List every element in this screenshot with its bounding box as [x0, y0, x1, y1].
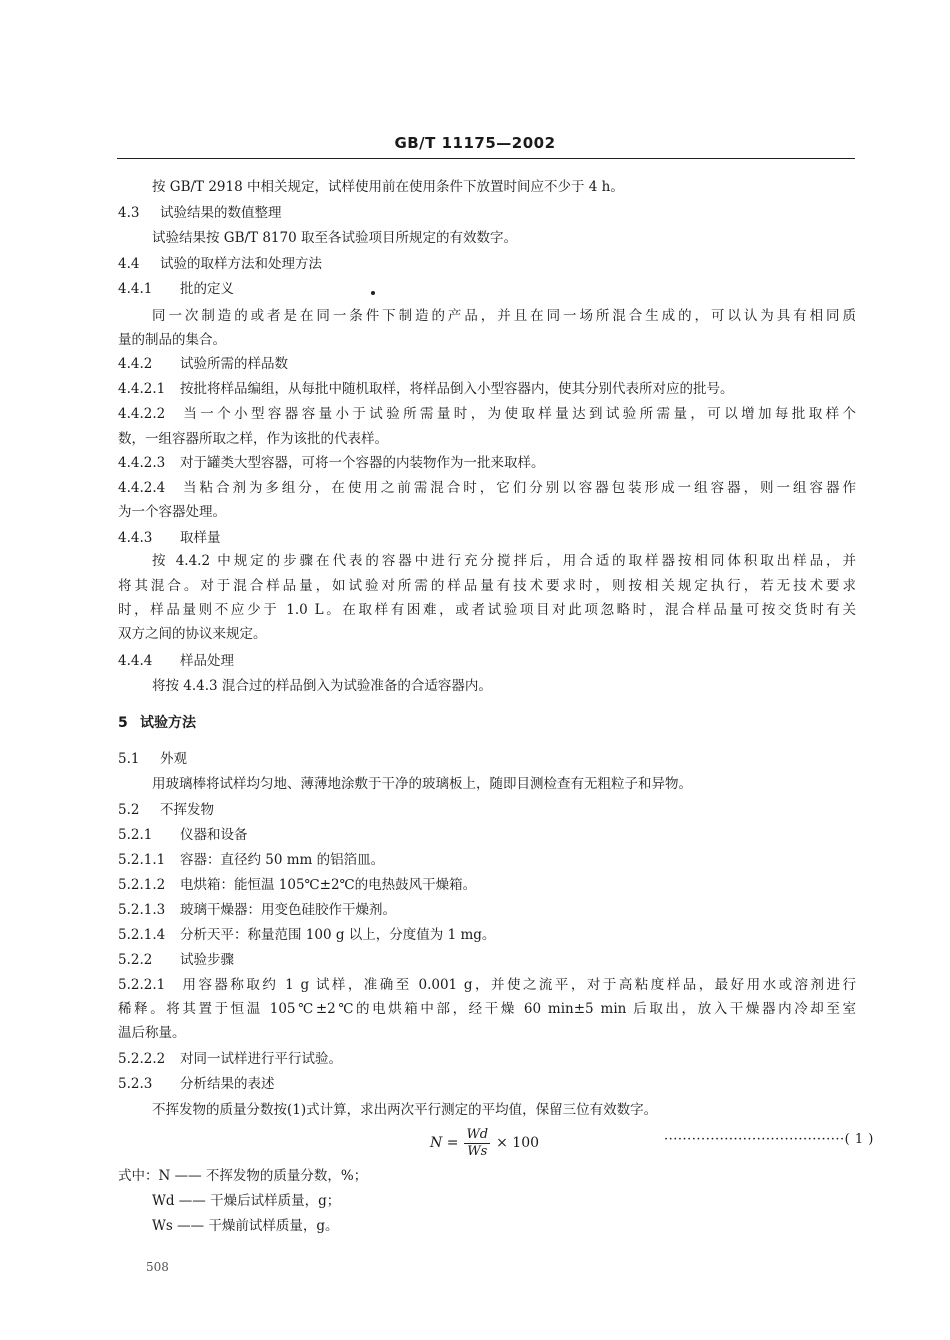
- line-text: 批的定义: [180, 281, 234, 297]
- header-rule: [117, 158, 855, 159]
- line-text: 当一个小型容器容量小于试验所需量时，为使取样量达到试验所需量，可以增加每批取样个: [180, 406, 856, 422]
- text-line: [118, 623, 856, 645]
- clause-number: 4.4.2.3: [118, 455, 166, 471]
- clause-number: 4.4.4: [118, 653, 153, 669]
- text-line: [118, 874, 856, 896]
- clause-number: 5: [118, 715, 128, 731]
- text-line: [152, 675, 856, 697]
- line-text: 分析结果的表述: [180, 1076, 275, 1092]
- clause-number: 5.2.2.2: [118, 1051, 166, 1067]
- text-line: [118, 428, 856, 450]
- line-text: 按批将样品编组，从每批中随机取样，将样品倒入小型容器内，使其分别代表所对应的批号。: [180, 381, 734, 397]
- text-line: [118, 1073, 856, 1095]
- clause-number: 4.4.2.1: [118, 381, 166, 397]
- line-text: 试验结果按 GB/T 8170 取至各试验项目所规定的有效数字。: [152, 230, 517, 246]
- line-text: 稀释。将其置于恒温 105℃±2℃的电烘箱中部，经干燥 60 min±5 min 后取出，放入干燥器内冷却至室: [118, 1001, 856, 1017]
- text-line: [118, 998, 856, 1020]
- clause-number: 4.4.3: [118, 530, 153, 546]
- clause-number: 4.3: [118, 205, 140, 221]
- line-text: 对于罐类大型容器，可将一个容器的内装物作为一批来取样。: [180, 455, 545, 471]
- line-text: 将其混合。对于混合样品量，如试验对所需的样品量有技术要求时，则按相关规定执行，若无技术要求: [118, 578, 856, 594]
- text-line: [118, 974, 856, 996]
- clause-number: 5.2.3: [118, 1076, 153, 1092]
- line-text: 双方之间的协议来规定。: [118, 626, 267, 642]
- clause-number: 4.4.1: [118, 281, 153, 297]
- text-line: [118, 353, 856, 375]
- line-text: 时，样品量则不应少于 1.0 L。在取样有困难，或者试验项目对此项忽略时，混合样品量可按交货时有关: [118, 602, 856, 618]
- clause-number: 5.2: [118, 802, 140, 818]
- clause-number: 4.4: [118, 256, 140, 272]
- where-line-0: 式中：N —— 不挥发物的质量分数，%；: [118, 1168, 368, 1184]
- formula-1: [430, 1123, 539, 1163]
- text-line: [118, 202, 856, 224]
- line-text: 为一个容器处理。: [118, 504, 226, 520]
- line-text: 不挥发物的质量分数按(1)式计算，求出两次平行测定的平均值，保留三位有效数字。: [152, 1102, 658, 1118]
- clause-number: 4.4.2: [118, 356, 153, 372]
- clause-number: 5.2.1.1: [118, 852, 166, 868]
- formula-numerator: Wd: [466, 1126, 489, 1142]
- formula-denominator: Ws: [467, 1143, 488, 1159]
- line-text: 用玻璃棒将试样均匀地、薄薄地涂敷于干净的玻璃板上，随即目测检查有无粗粒子和异物。: [152, 776, 692, 792]
- formula-fraction: [464, 1127, 490, 1160]
- text-line: [118, 477, 856, 499]
- text-line: [118, 1048, 856, 1070]
- text-line: [118, 924, 856, 946]
- text-line: [152, 1099, 856, 1121]
- text-line: [118, 849, 856, 871]
- text-line: [152, 227, 856, 249]
- line-text: 按 GB/T 2918 中相关规定，试样使用前在使用条件下放置时间应不少于 4 h。: [152, 179, 624, 195]
- text-line: [118, 712, 856, 734]
- line-text: 量的制品的集合。: [118, 332, 226, 348]
- line-text: 外观: [160, 751, 187, 767]
- text-line: [118, 799, 856, 821]
- text-line: [118, 599, 856, 621]
- text-line: [118, 748, 856, 770]
- line-text: 样品处理: [180, 653, 234, 669]
- text-line: [152, 305, 856, 327]
- line-text: 将按 4.4.3 混合过的样品倒入为试验准备的合适容器内。: [152, 678, 492, 694]
- page-number: 508: [146, 1260, 169, 1274]
- text-line: [118, 253, 856, 275]
- clause-number: 5.2.1.2: [118, 877, 166, 893]
- line-text: 温后称量。: [118, 1025, 186, 1041]
- line-text: 容器：直径约 50 mm 的铝箔皿。: [180, 852, 385, 868]
- clause-number: 5.2.2: [118, 952, 153, 968]
- text-line: [118, 650, 856, 672]
- line-text: 仪器和设备: [180, 827, 248, 843]
- text-line: [118, 824, 856, 846]
- text-line: [118, 949, 856, 971]
- text-line: [152, 176, 856, 198]
- line-text: 不挥发物: [160, 802, 214, 818]
- text-line: [118, 452, 856, 474]
- section-title: 试验方法: [140, 715, 196, 731]
- clause-number: 5.2.1.4: [118, 927, 166, 943]
- text-line: [118, 329, 856, 351]
- equation-number: ·······································( 1 ): [664, 1132, 874, 1147]
- clause-number: 5.1: [118, 751, 140, 767]
- text-line: [118, 527, 856, 549]
- line-text: 试验所需的样品数: [180, 356, 288, 372]
- where-line-2: Ws —— 干燥前试样质量，g。: [152, 1218, 339, 1234]
- line-text: 数，一组容器所取之样，作为该批的代表样。: [118, 431, 388, 447]
- line-text: 取样量: [180, 530, 221, 546]
- line-text: 当粘合剂为多组分，在使用之前需混合时，它们分别以容器包装形成一组容器，则一组容器作: [180, 480, 856, 496]
- text-line: [118, 501, 856, 523]
- text-line: [152, 550, 856, 572]
- text-line: [118, 378, 856, 400]
- where-line-1: Wd —— 干燥后试样质量，g；: [152, 1193, 341, 1209]
- line-text: 试验结果的数值整理: [160, 205, 282, 221]
- clause-number: 4.4.2.4: [118, 480, 166, 496]
- text-line: [118, 403, 856, 425]
- clause-number: 5.2.2.1: [118, 977, 166, 993]
- text-line: [152, 773, 856, 795]
- line-text: 电烘箱：能恒温 105℃±2℃的电热鼓风干燥箱。: [180, 877, 477, 893]
- clause-number: 5.2.1: [118, 827, 153, 843]
- line-text: 玻璃干燥器：用变色硅胶作干燥剂。: [180, 902, 396, 918]
- clause-number: 5.2.1.3: [118, 902, 166, 918]
- text-line: [118, 899, 856, 921]
- line-text: 试验步骤: [180, 952, 234, 968]
- line-text: 对同一试样进行平行试验。: [180, 1051, 342, 1067]
- formula-lhs: N =: [430, 1135, 459, 1151]
- text-line: [118, 278, 856, 300]
- line-text: 用容器称取约 1 g 试样，准确至 0.001 g，并使之流平，对于高粘度样品，最好用水或溶剂进行: [180, 977, 856, 993]
- text-line: [118, 1022, 856, 1044]
- line-text: 按 4.4.2 中规定的步骤在代表的容器中进行充分搅拌后，用合适的取样器按相同体积取出样品，并: [152, 553, 856, 569]
- page-header: GB/T 11175—2002: [394, 134, 556, 152]
- text-line: [118, 575, 856, 597]
- line-text: 分析天平：称量范围 100 g 以上，分度值为 1 mg。: [180, 927, 496, 943]
- formula-rhs: × 100: [496, 1135, 540, 1151]
- clause-number: 4.4.2.2: [118, 406, 166, 422]
- line-text: 同一次制造的或者是在同一条件下制造的产品，并且在同一场所混合生成的，可以认为具有相同质: [152, 308, 856, 324]
- line-text: 试验的取样方法和处理方法: [160, 256, 322, 272]
